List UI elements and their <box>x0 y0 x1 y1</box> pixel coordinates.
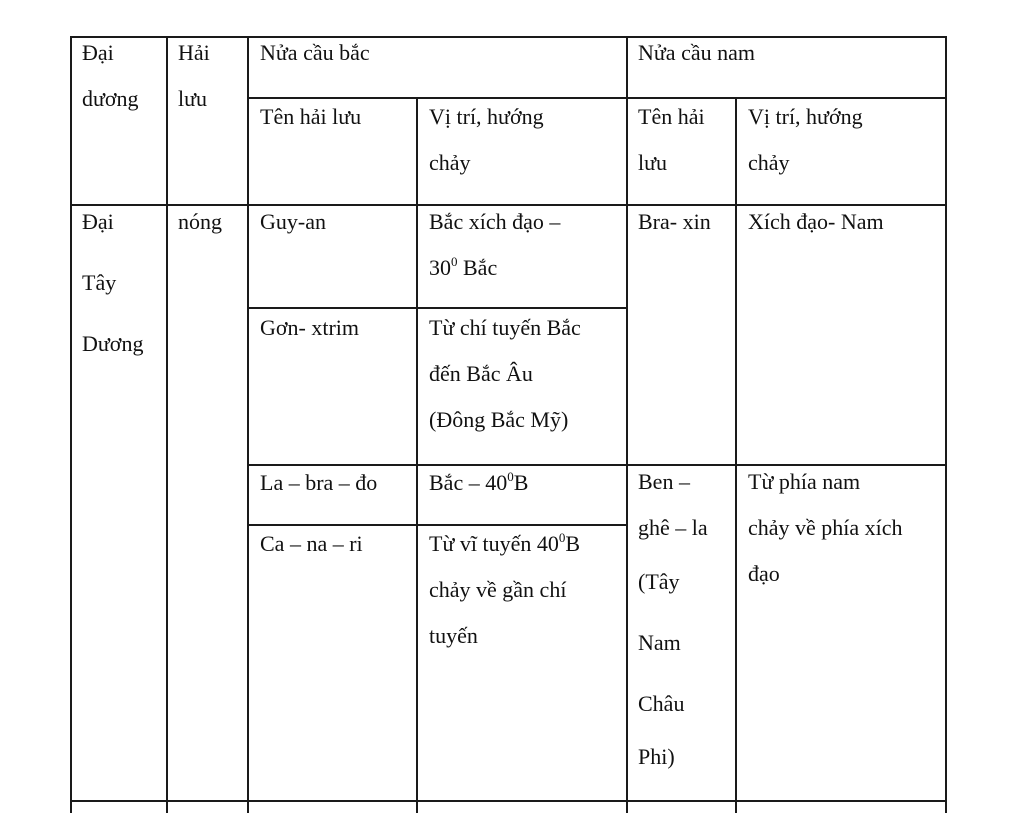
south-benguela-direction: Từ phía nam chảy về phía xích đạo <box>748 469 903 586</box>
border-right <box>945 36 947 813</box>
row-labrador-direction: Bắc – $40^0B$ <box>429 469 529 495</box>
border-col5 <box>735 97 737 813</box>
header-south-hemisphere: Nửa cầu nam <box>638 40 755 65</box>
row-guyan-name: Guy-an <box>260 209 326 234</box>
row-canary-name: Ca – na – ri <box>260 531 363 556</box>
header-south-direction: Vị trí, hướng chảy <box>748 104 863 175</box>
border-col1 <box>166 36 168 813</box>
header-ocean: Đại dương <box>82 40 139 111</box>
border-col2 <box>247 36 249 813</box>
header-north-direction: Vị trí, hướng chảy <box>429 104 544 175</box>
header-current: Hải lưu <box>178 40 210 111</box>
row-gulfstream-name: Gơn- xtrim <box>260 315 360 340</box>
body-current-type: nóng <box>178 209 222 234</box>
row-canary-direction: Từ vĩ tuyến $40^0B$ chảy về gần chí tuyến <box>429 530 581 648</box>
row-gulfstream-direction: Từ chí tuyến Bắc đến Bắc Âu (Đông Bắc Mỹ) <box>429 315 581 432</box>
border-left <box>70 36 72 813</box>
border-bottom <box>70 800 947 802</box>
border-col4 <box>626 36 628 813</box>
south-brazil-name: Bra- xin <box>638 209 711 234</box>
header-north-name: Tên hải lưu <box>260 104 362 129</box>
border-col3 <box>416 97 418 813</box>
header-north-hemisphere: Nửa cầu bắc <box>260 40 370 65</box>
row-labrador-name: La – bra – đo <box>260 470 378 495</box>
row-guyan-direction: Bắc xích đạo – $30^0$ Bắc <box>429 209 561 280</box>
south-brazil-direction: Xích đạo- Nam <box>748 209 884 234</box>
body-ocean: Đại Tây Dương <box>82 209 144 356</box>
header-south-name: Tên hải lưu <box>638 104 705 175</box>
south-benguela-name: Ben – ghê – la (Tây Nam Châu Phi) <box>638 469 708 769</box>
